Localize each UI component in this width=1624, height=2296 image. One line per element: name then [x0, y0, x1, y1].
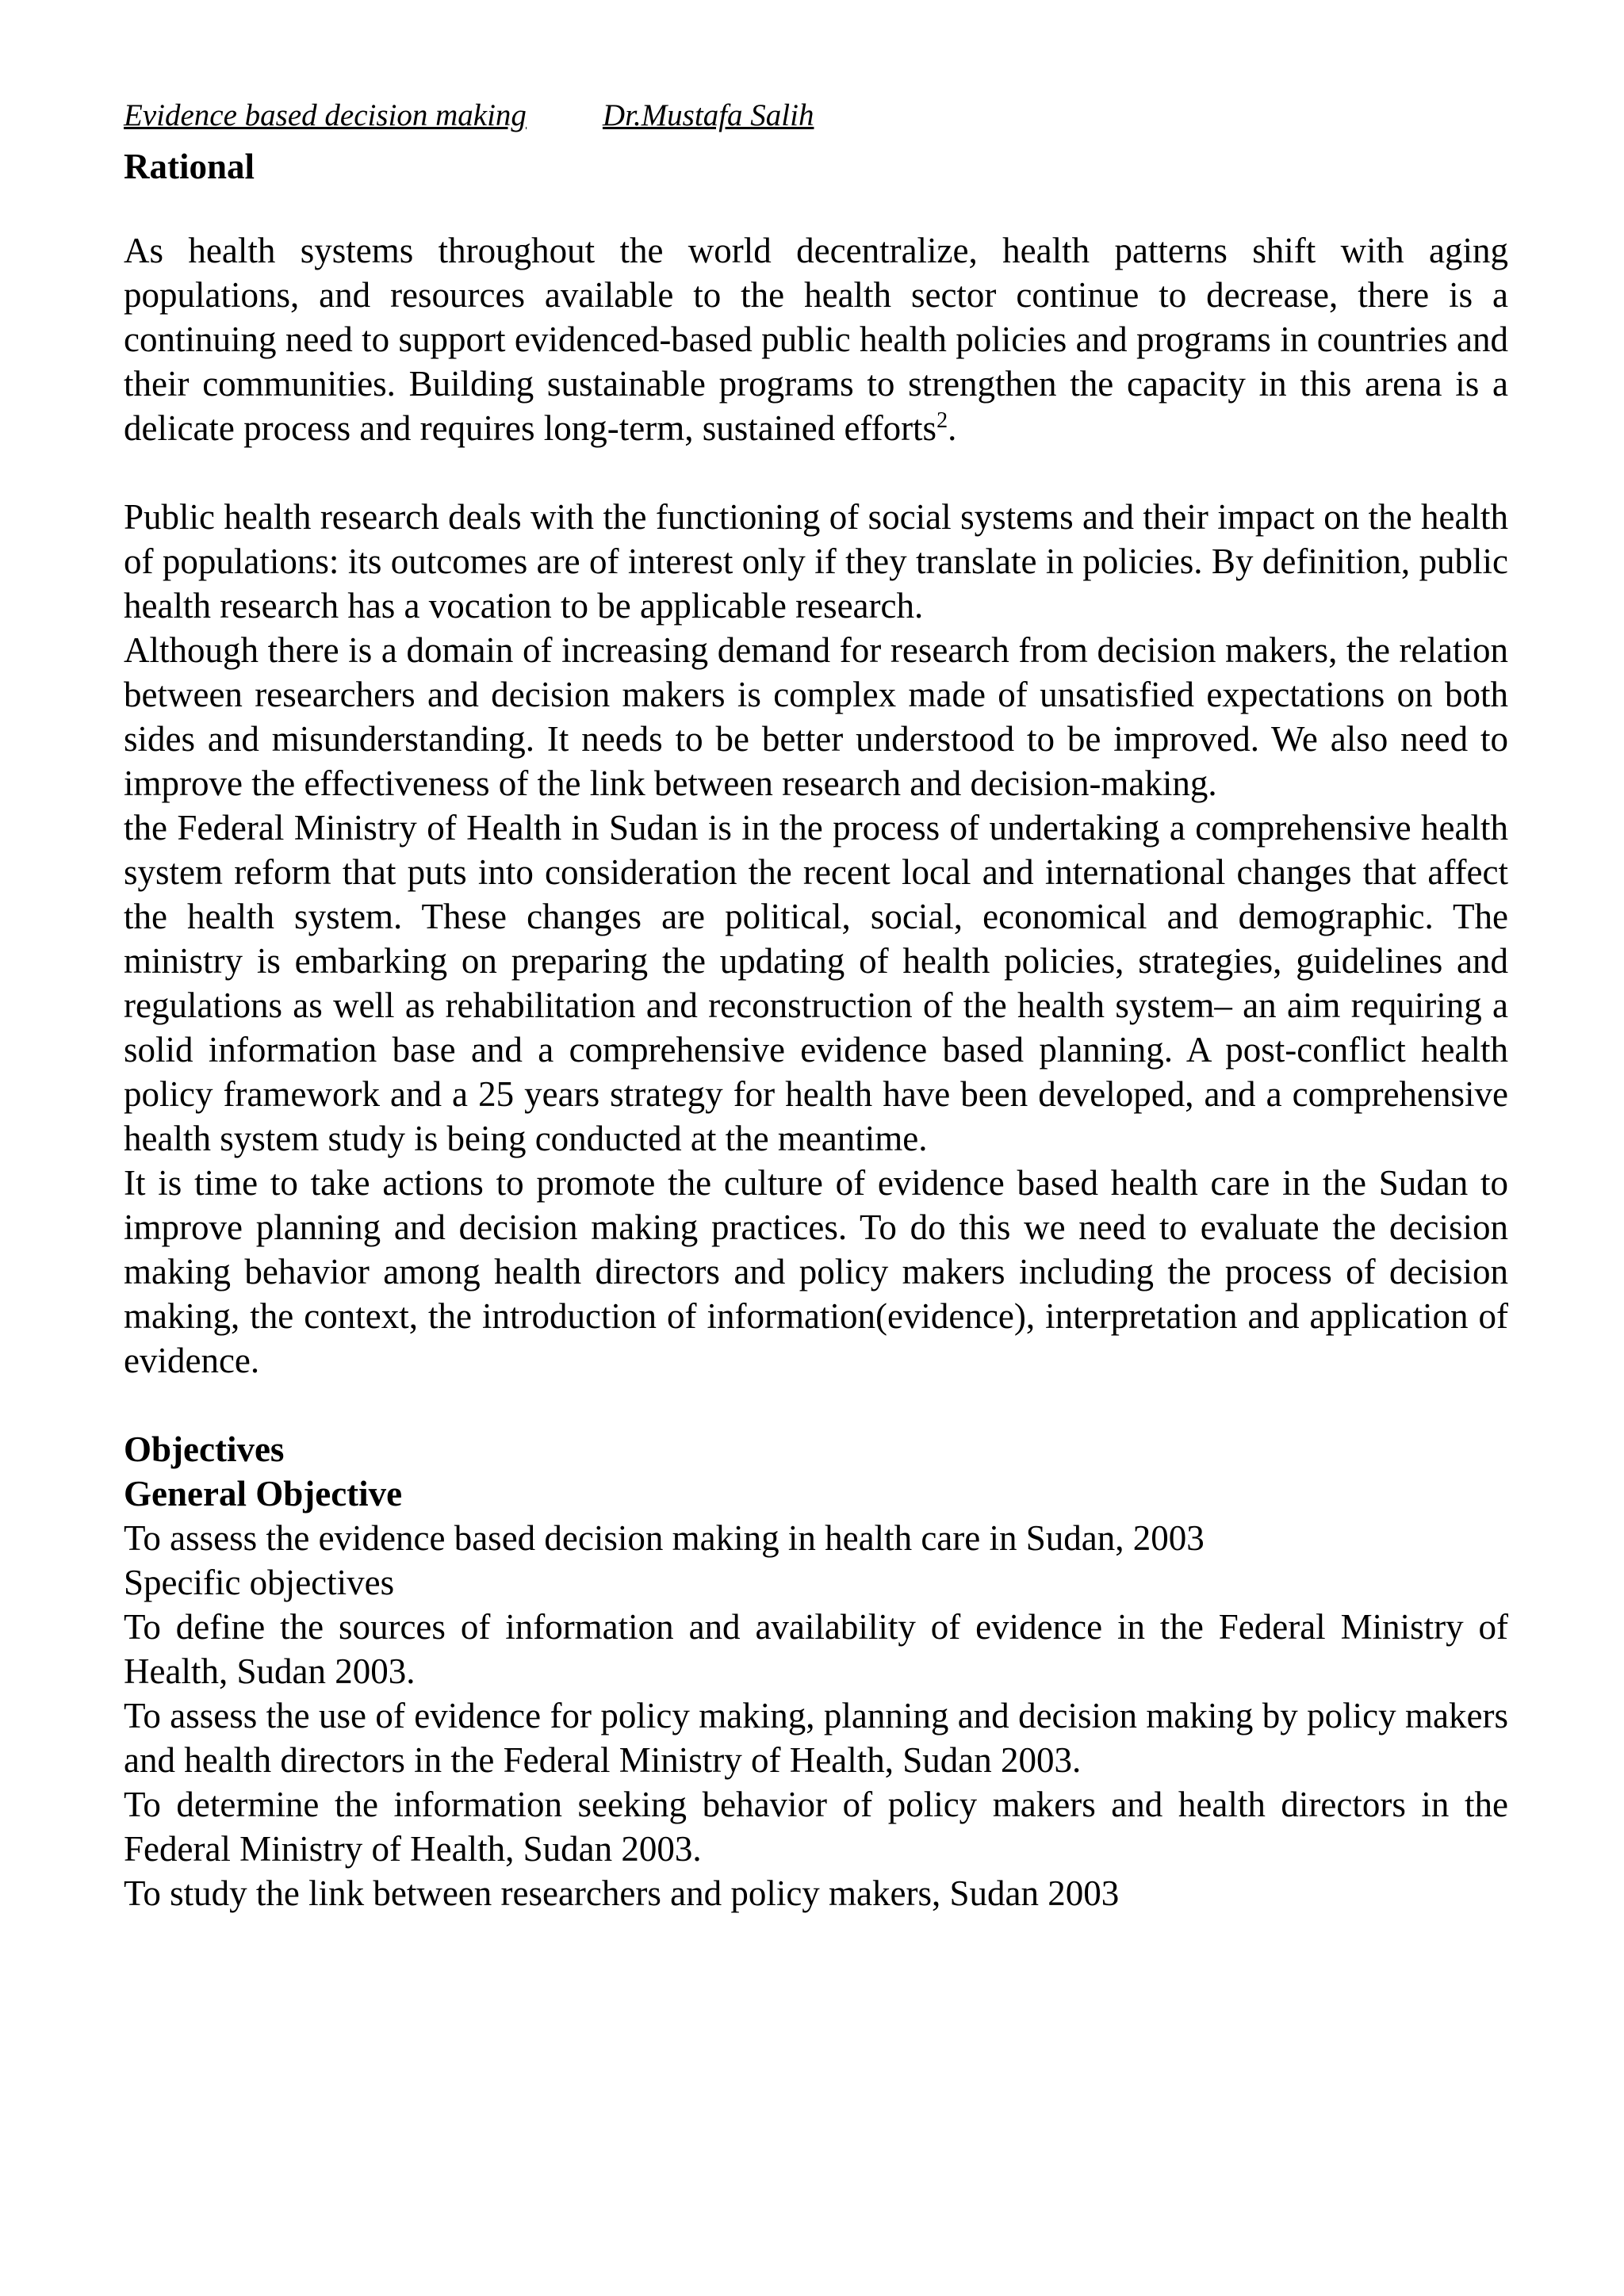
specific-objectives-heading: Specific objectives: [124, 1563, 395, 1602]
page-content: [124, 94, 1508, 1915]
objectives-heading: Objectives: [124, 1429, 285, 1469]
rational-paragraph-1: [124, 228, 1508, 450]
header-doc-title: Evidence based decision making: [124, 98, 527, 132]
rational-paragraph-1-end: .: [948, 408, 957, 448]
specific-objective-item: To determine the information seeking behavior of policy makers and health directors in the Federal Ministry of Health, Sudan 2003.: [124, 1785, 1508, 1869]
rational-paragraph-1-text: As health systems throughout the world decentralize, health patterns shift with aging populations, and resources available to the health sector continue to decrease, there is a continuing need to support evidenced-based public health policies and programs in countries and their communities. Building sustainable programs to strengthen the capacity in this arena is a delicate process and requires long-term, sustained efforts: [124, 231, 1508, 448]
rational-paragraph-5: It is time to take actions to promote the culture of evidence based health care in the Sudan to improve planning and decision making practices. To do this we need to evaluate the decision making behavior among health directors and policy makers including the process of decision making, the context, the introduction of information(evidence), interpretation and application of evidence.: [124, 1163, 1508, 1380]
running-header: [124, 94, 1508, 138]
rational-paragraph-2: Public health research deals with the functioning of social systems and their impact on the health of populations: its outcomes are of interest only if they translate in policies. By definition, public health research has a vocation to be applicable research.: [124, 497, 1508, 626]
specific-objective-item: To define the sources of information and availability of evidence in the Federal Ministry of Health, Sudan 2003.: [124, 1607, 1508, 1691]
rational-paragraph-4: the Federal Ministry of Health in Sudan is in the process of undertaking a comprehensive health system reform that puts into consideration the recent local and international changes that affect the health system. These changes are political, social, economical and demographic. The ministry is embarking on preparing the updating of health policies, strategies, guidelines and regulations as well as rehabilitation and reconstruction of the health system– an aim requiring a solid information base and a comprehensive evidence based planning. A post-conflict health policy framework and a 25 years strategy for health have been developed, and a comprehensive health system study is being conducted at the meantime.: [124, 808, 1508, 1158]
general-objective-text: To assess the evidence based decision making in health care in Sudan, 2003: [124, 1518, 1205, 1558]
objectives-section: [124, 1427, 1508, 1915]
general-objective-heading: General Objective: [124, 1474, 403, 1513]
footnote-reference: 2: [936, 408, 948, 433]
header-author: Dr.Mustafa Salih: [602, 98, 814, 132]
specific-objective-item: To study the link between researchers and policy makers, Sudan 2003: [124, 1873, 1120, 1913]
rational-heading: Rational: [124, 147, 255, 186]
specific-objective-item: To assess the use of evidence for policy making, planning and decision making by policy makers and health directors in the Federal Ministry of Health, Sudan 2003.: [124, 1696, 1508, 1780]
rational-paragraph-3: Although there is a domain of increasing demand for research from decision makers, the relation between researchers and decision makers is complex made of unsatisfied expectations on both sides and misunderstanding. It needs to be better understood to be improved. We also need to improve the effectiveness of the link between research and decision-making.: [124, 630, 1508, 803]
